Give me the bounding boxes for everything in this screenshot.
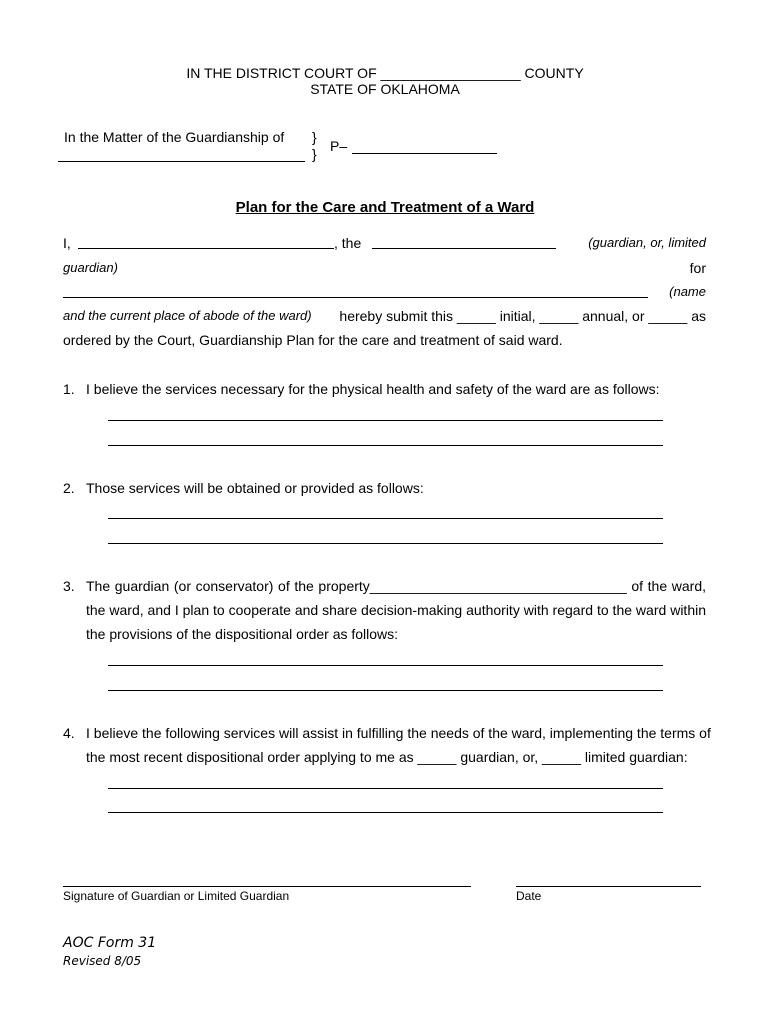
item-number: 4. <box>63 725 75 741</box>
form-title: Plan for the Care and Treatment of a Ward <box>235 199 535 216</box>
intro-line-4 <box>63 308 706 324</box>
caption-brace: } <box>312 129 317 145</box>
item-text: The guardian (or conservator) of the property_________________________________ of the ward, <box>86 578 706 594</box>
guardian-type-blank[interactable] <box>372 248 556 249</box>
item-text: the most recent dispositional order applying to me as _____ guardian, or, _____ limited guardian: <box>86 749 688 765</box>
ward-name-blank[interactable] <box>58 161 305 162</box>
date-line[interactable] <box>516 886 701 887</box>
revision-date: Revised 8/05 <box>63 954 142 968</box>
item-text: I believe the following services will assist in fulfilling the needs of the ward, implementing the terms of <box>86 725 711 741</box>
answer-line[interactable] <box>108 543 663 544</box>
intro-line-2 <box>63 260 706 276</box>
signature-label: Signature of Guardian or Limited Guardian <box>63 889 290 903</box>
ward-abode-blank[interactable] <box>63 297 648 298</box>
signature-line[interactable] <box>63 886 471 887</box>
item-text: the provisions of the dispositional order as follows: <box>86 626 399 642</box>
case-number-blank[interactable] <box>352 153 497 154</box>
date-label: Date <box>516 889 542 903</box>
answer-line[interactable] <box>108 690 663 691</box>
item-number: 3. <box>63 578 75 594</box>
item-text: I believe the services necessary for the physical health and safety of the ward are as follows: <box>86 381 660 397</box>
matter-label: In the Matter of the Guardianship of <box>64 129 285 145</box>
answer-line[interactable] <box>108 518 663 519</box>
item-number: 1. <box>63 381 75 397</box>
name-hint: (name <box>669 284 706 299</box>
item-text: Those services will be obtained or provided as follows: <box>86 480 424 496</box>
item-text: the ward, and I plan to cooperate and share decision-making authority with regard to the ward within <box>86 602 706 618</box>
guardian-name-blank[interactable] <box>78 248 334 249</box>
form-number: AOC Form 31 <box>63 935 157 951</box>
answer-line[interactable] <box>108 788 663 789</box>
abode-hint: and the current place of abode of the ward) <box>63 308 312 323</box>
court-heading: IN THE DISTRICT COURT OF __________________ COUNTY <box>186 65 584 81</box>
i-label: I, <box>63 235 71 251</box>
answer-line[interactable] <box>108 665 663 666</box>
state-heading: STATE OF OKLAHOMA <box>310 81 460 97</box>
ordered-text: ordered by the Court, Guardianship Plan for the care and treatment of said ward. <box>63 332 563 348</box>
caption-brace: } <box>312 146 317 162</box>
guardian-type-hint-cont: guardian) <box>63 260 118 275</box>
answer-line[interactable] <box>108 420 663 421</box>
answer-line[interactable] <box>108 812 663 813</box>
the-label: , the <box>334 235 362 251</box>
for-label: for <box>689 260 706 276</box>
guardian-type-hint: (guardian, or, limited <box>588 235 706 250</box>
submit-text: hereby submit this _____ initial, _____ annual, or _____ as <box>339 308 706 324</box>
answer-line[interactable] <box>108 445 663 446</box>
item-number: 2. <box>63 480 75 496</box>
case-prefix: P– <box>330 138 348 154</box>
